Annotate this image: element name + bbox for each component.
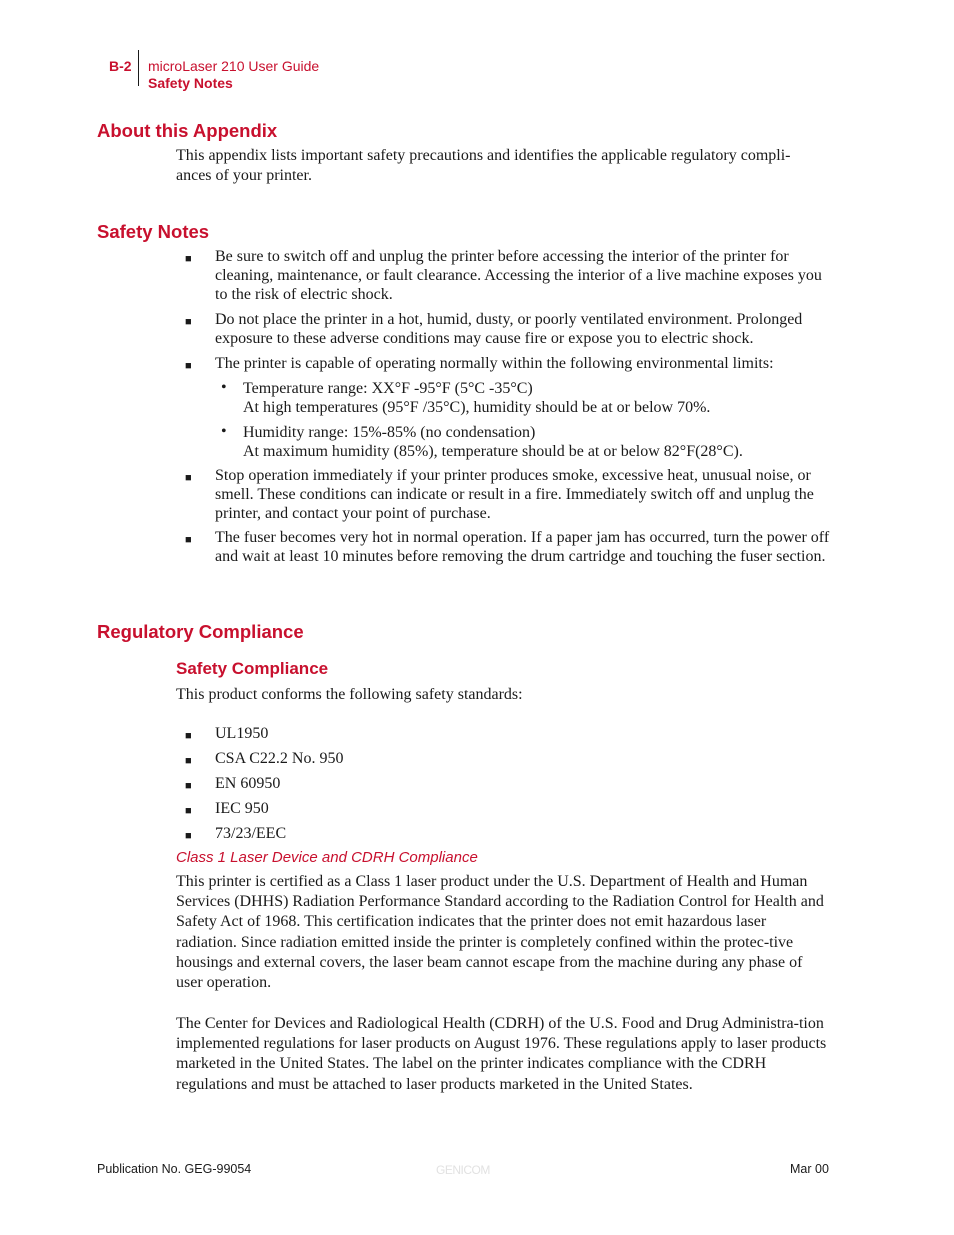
square-bullet: ■ [185,805,192,817]
square-bullet: ■ [185,780,192,792]
safety-notes-heading: Safety Notes [97,221,210,242]
standard-item: CSA C22.2 No. 950 [215,750,344,767]
about-heading: About this Appendix [97,120,278,141]
safety-compliance-intro: This product conforms the following safety standards: [176,686,523,703]
laser-paragraph-2: The Center for Devices and Radiological Health (CDRH) of the U.S. Food and Drug Administra-tion implemented regulations for laser products on August 1976. These regulations apply to laser products marketed in the United States. The label on the printer indicates compliance with the CDRH regulations and must be attached to laser products marketed in the United States. [176,1015,827,1093]
square-bullet: ■ [185,472,192,484]
safety-note-item: The printer is capable of operating normally within the following environmental limits: [215,355,774,372]
standard-item: UL1950 [215,725,269,742]
brand-watermark: GENICOM [436,1163,490,1177]
publication-date: Mar 00 [790,1162,829,1176]
safety-note-item: The fuser becomes very hot in normal operation. If a paper jam has occurred, turn the power off and wait at least 10 minutes before removing the drum cartridge and touching the fuser section. [215,529,830,565]
safety-note-item: Be sure to switch off and unplug the printer before accessing the interior of the printer for cleaning, maintenance, or fault clearance. Accessing the interior of a live machine exposes you to the risk of electric shock. [215,248,822,303]
limit-temperature-line2: At high temperatures (95°F /35°C), humidity should be at or below 70%. [243,399,711,416]
standard-item: EN 60950 [215,775,281,792]
regulatory-heading: Regulatory Compliance [97,621,304,642]
standard-item: IEC 950 [215,800,269,817]
about-text: This appendix lists important safety precautions and identifies the applicable regulatory compli-ances of your printer. [176,147,791,184]
safety-compliance-heading: Safety Compliance [176,659,329,678]
page-number: B-2 [109,58,132,74]
limit-temperature-line1: Temperature range: XX°F -95°F (5°C -35°C) [243,380,533,397]
laser-paragraph-1: This printer is certified as a Class 1 laser product under the U.S. Department of Health and Human Services (DHHS) Radiation Performance Standard according to the Radiation Control for Health and Safety Act of 1968. This certification indicates that the printer does not emit hazardous laser radiation. Since radiation emitted inside the printer is completely confined within the protec-tive housings and external covers, the laser beam cannot escape from the machine during any phase of user operation. [176,873,824,992]
square-bullet: ■ [185,316,192,328]
square-bullet: ■ [185,534,192,546]
laser-compliance-heading: Class 1 Laser Device and CDRH Compliance [176,849,478,866]
limit-humidity-line1: Humidity range: 15%-85% (no condensation) [243,424,536,441]
dot-bullet: • [221,379,227,396]
standard-item: 73/23/EEC [215,825,287,842]
safety-note-item: Stop operation immediately if your printer produces smoke, excessive heat, unusual noise, or smell. These conditions can indicate or result in a fire. Immediately switch off and unplug the printer, and contact your point of purchase. [215,467,814,522]
square-bullet: ■ [185,253,192,265]
publication-number: Publication No. GEG-99054 [97,1162,252,1176]
safety-note-item: Do not place the printer in a hot, humid, dusty, or poorly ventilated environment. Prolonged exposure to these adverse conditions may cause fire or expose you to electric shock. [215,311,803,347]
square-bullet: ■ [185,360,192,372]
square-bullet: ■ [185,755,192,767]
square-bullet: ■ [185,830,192,842]
guide-title: microLaser 210 User Guide [148,58,320,74]
header-divider [138,50,139,86]
dot-bullet: • [221,423,227,440]
running-section-title: Safety Notes [148,75,233,91]
square-bullet: ■ [185,730,192,742]
limit-humidity-line2: At maximum humidity (85%), temperature should be at or below 82°F(28°C). [243,443,743,460]
